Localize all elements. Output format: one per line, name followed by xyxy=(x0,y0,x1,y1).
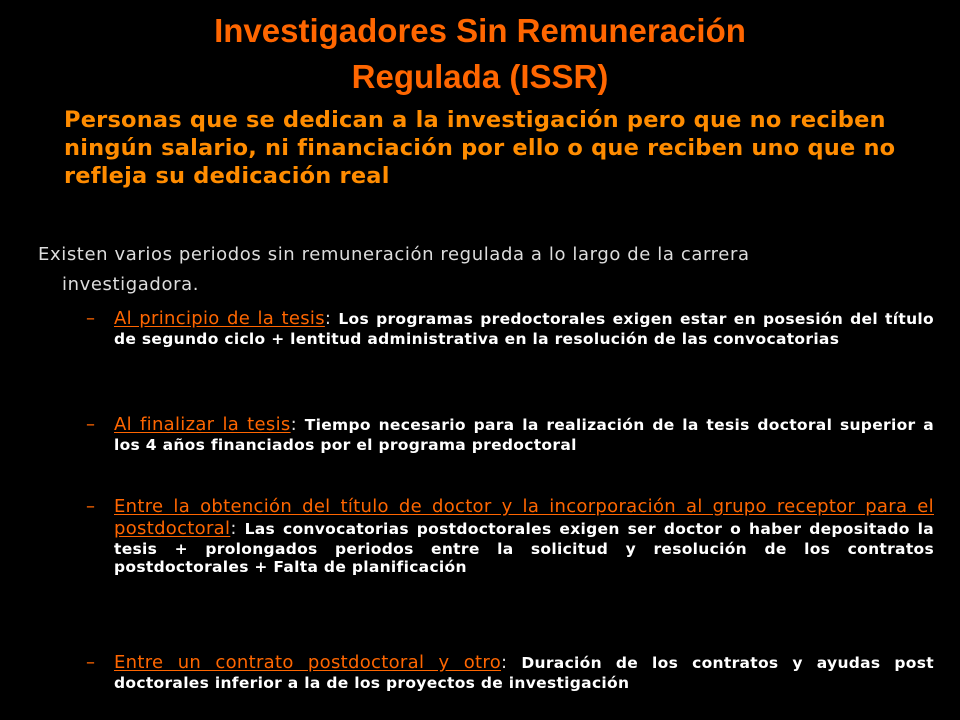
period-colon: : xyxy=(290,414,297,435)
period-description: Las convocatorias postdoctorales exigen ser doctor o haber depositado la tesis + prolongados periodos entre la solicitud y resolución de los contratos postdoctorales + Falta de planificación xyxy=(114,520,934,576)
period-item-between-postdocs xyxy=(86,652,934,692)
bullet-dash: – xyxy=(86,308,95,329)
period-heading: Entre la obtención del título de doctor y la incorporación al grupo receptor para el postdoctoral xyxy=(114,496,934,539)
period-description: Los programas predoctorales exigen estar en posesión del título de segundo ciclo + lentitud administrativa en la resolución de las convocatorias xyxy=(114,310,934,348)
slide-title-line-1: Investigadores Sin Remuneración xyxy=(214,12,746,49)
period-heading: Al principio de la tesis xyxy=(114,308,325,329)
period-item-doctorate-to-postdoc xyxy=(86,496,934,576)
bullet-dash: – xyxy=(86,496,95,517)
period-heading: Al finalizar la tesis xyxy=(114,414,291,435)
bullet-dash: – xyxy=(86,652,95,673)
period-colon: : xyxy=(501,652,508,673)
period-colon: : xyxy=(324,308,332,329)
intro-line-2: investigadora. xyxy=(62,274,200,295)
intro-paragraph xyxy=(38,240,938,300)
period-item-body xyxy=(114,308,934,348)
slide-title xyxy=(0,8,960,100)
period-heading: Entre un contrato postdoctoral y otro xyxy=(114,652,502,673)
period-item-body xyxy=(114,496,934,576)
slide-title-line-2: Regulada (ISSR) xyxy=(351,58,609,95)
period-item-thesis-end xyxy=(86,414,934,454)
definition-text: Personas que se dedican a la investigación pero que no reciben ningún salario, ni financiación por ello o que reciben uno que no refleja su dedicación real xyxy=(64,107,896,189)
period-item-body xyxy=(114,652,934,692)
period-item-thesis-start xyxy=(86,308,934,348)
period-item-body xyxy=(114,414,934,454)
period-colon: : xyxy=(230,518,237,539)
intro-line-1: Existen varios periodos sin remuneración regulada a lo largo de la carrera xyxy=(38,244,750,265)
period-description: Duración de los contratos y ayudas post doctorales inferior a la de los proyectos de investigación xyxy=(114,654,934,692)
bullet-dash: – xyxy=(86,414,95,435)
period-description: Tiempo necesario para la realización de la tesis doctoral superior a los 4 años financiados por el programa predoctoral xyxy=(114,416,934,454)
